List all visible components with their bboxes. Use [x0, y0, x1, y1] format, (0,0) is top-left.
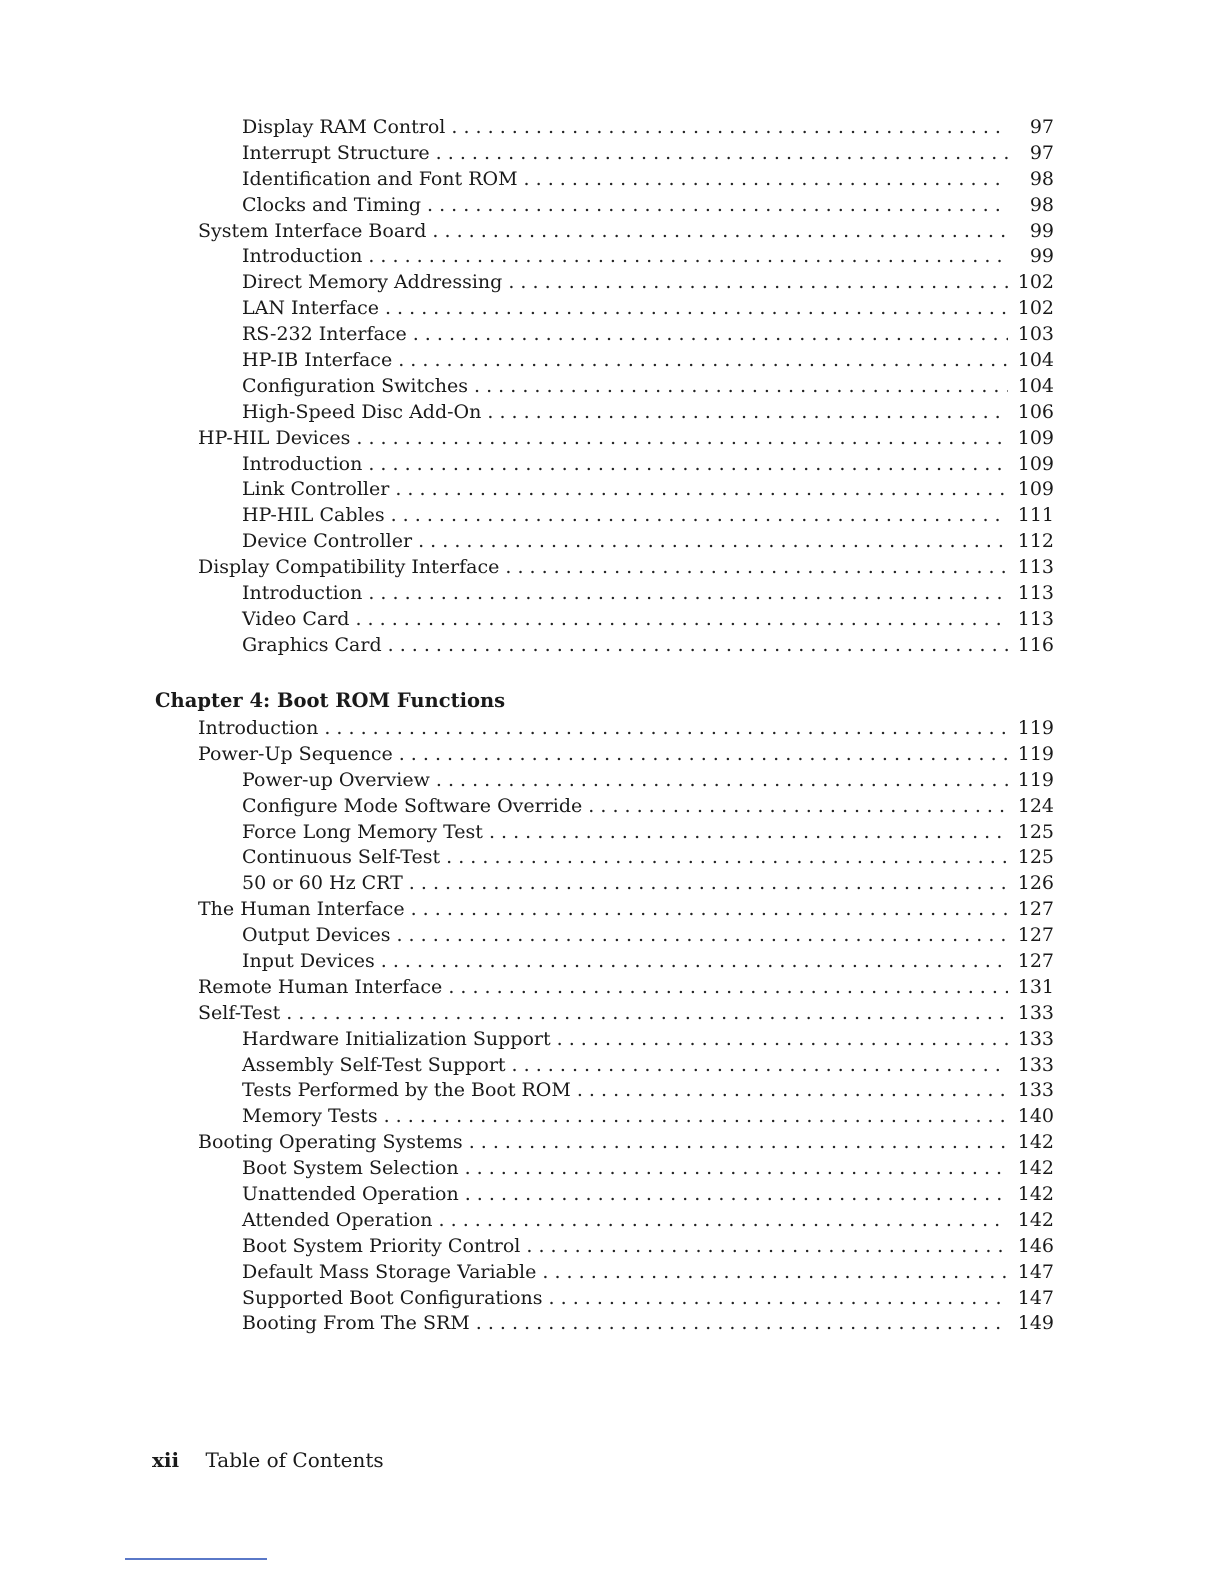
toc-entry-page: 146: [1008, 1234, 1054, 1260]
toc-entry-line: [242, 348, 1054, 374]
toc-dot-leader: [469, 1130, 1054, 1156]
toc-entry[interactable]: [242, 374, 1224, 400]
toc-entry-title: Introduction: [242, 452, 368, 478]
toc-entry-title: Introduction: [198, 716, 324, 742]
toc-dot-leader: [508, 270, 1054, 296]
toc-dot-leader: [368, 452, 1054, 478]
toc-entry-title: System Interface Board: [198, 219, 432, 245]
toc-entry-line: [242, 296, 1054, 322]
toc-entry-title: HP-HIL Devices: [198, 426, 356, 452]
toc-dot-leader: [505, 555, 1054, 581]
toc-entry[interactable]: [242, 141, 1224, 167]
toc-entry-page: 140: [1008, 1104, 1054, 1130]
toc-entry-page: 131: [1008, 975, 1054, 1001]
toc-entry[interactable]: [242, 452, 1224, 478]
toc-dot-leader: [524, 167, 1054, 193]
toc-dot-leader: [557, 1027, 1054, 1053]
toc-entry[interactable]: [242, 529, 1224, 555]
toc-entry-title: Direct Memory Addressing: [242, 270, 508, 296]
chapter-4-entries: [0, 716, 1224, 1337]
toc-entry[interactable]: [242, 845, 1224, 871]
toc-entry-page: 126: [1008, 871, 1054, 897]
toc-entry-page: 142: [1008, 1130, 1054, 1156]
toc-entry[interactable]: [242, 1234, 1224, 1260]
toc-entry-line: [242, 167, 1054, 193]
toc-entry-title: Clocks and Timing: [242, 193, 427, 219]
toc-entry[interactable]: [242, 348, 1224, 374]
toc-entry-page: 147: [1008, 1286, 1054, 1312]
toc-entry-page: 109: [1008, 477, 1054, 503]
toc-entry-line: [242, 820, 1054, 846]
toc-entry-page: 99: [1008, 244, 1054, 270]
toc-entry-line: [242, 141, 1054, 167]
toc-entry-title: High-Speed Disc Add-On: [242, 400, 487, 426]
toc-entry-line: [198, 716, 1054, 742]
toc-entry-title: HP-HIL Cables: [242, 503, 391, 529]
toc-entry[interactable]: [242, 1311, 1224, 1337]
toc-entry-title: Tests Performed by the Boot ROM: [242, 1078, 577, 1104]
toc-entry-page: 133: [1008, 1027, 1054, 1053]
toc-dot-leader: [436, 141, 1054, 167]
page-folio: xii: [152, 1448, 180, 1472]
toc-entry-page: 99: [1008, 219, 1054, 245]
toc-entry[interactable]: [242, 581, 1224, 607]
toc-entry[interactable]: [242, 193, 1224, 219]
toc-entry-title: The Human Interface: [198, 897, 411, 923]
toc-entry-title: Configure Mode Software Override: [242, 794, 588, 820]
toc-entry-page: 119: [1008, 768, 1054, 794]
toc-entry[interactable]: [198, 1130, 1224, 1156]
toc-chapter-4-section: [0, 686, 1224, 1337]
toc-entry-page: 102: [1008, 296, 1054, 322]
toc-entry-line: [242, 322, 1054, 348]
toc-entry-title: Attended Operation: [242, 1208, 439, 1234]
toc-entry-line: [198, 555, 1054, 581]
toc-dot-leader: [418, 529, 1054, 555]
footer-label: Table of Contents: [205, 1448, 384, 1472]
toc-entry[interactable]: [198, 716, 1224, 742]
toc-entry-page: 109: [1008, 426, 1054, 452]
toc-dot-leader: [451, 115, 1054, 141]
toc-dot-leader: [384, 1104, 1054, 1130]
toc-entry-title: Display Compatibility Interface: [198, 555, 505, 581]
toc-entry-page: 113: [1008, 581, 1054, 607]
toc-entry-title: LAN Interface: [242, 296, 385, 322]
toc-dot-leader: [355, 607, 1054, 633]
toc-entry-page: 125: [1008, 820, 1054, 846]
toc-entry-title: Power-up Overview: [242, 768, 436, 794]
toc-entry[interactable]: [242, 1078, 1224, 1104]
toc-entry[interactable]: [242, 1260, 1224, 1286]
toc-entry-page: 97: [1008, 115, 1054, 141]
toc-entry-title: Power-Up Sequence: [198, 742, 399, 768]
toc-dot-leader: [439, 1208, 1054, 1234]
toc-entry-page: 97: [1008, 141, 1054, 167]
toc-dot-leader: [476, 1311, 1054, 1337]
toc-entry-title: Device Controller: [242, 529, 418, 555]
toc-entry-title: Output Devices: [242, 923, 396, 949]
toc-entry-title: Input Devices: [242, 949, 381, 975]
toc-entry[interactable]: [242, 167, 1224, 193]
toc-entry-title: Force Long Memory Test: [242, 820, 489, 846]
toc-entry-page: 109: [1008, 452, 1054, 478]
toc-dot-leader: [588, 794, 1054, 820]
toc-entry-title: Continuous Self-Test: [242, 845, 446, 871]
toc-entry-title: 50 or 60 Hz CRT: [242, 871, 409, 897]
toc-entry-title: Display RAM Control: [242, 115, 451, 141]
toc-dot-leader: [388, 633, 1054, 659]
toc-dot-leader: [446, 845, 1054, 871]
toc-entry-line: [242, 794, 1054, 820]
toc-entry[interactable]: [198, 219, 1224, 245]
toc-continued-section: [0, 115, 1224, 659]
toc-entry-line: [242, 1234, 1054, 1260]
toc-entry-title: Booting Operating Systems: [198, 1130, 469, 1156]
toc-dot-leader: [489, 820, 1054, 846]
toc-entry[interactable]: [242, 1182, 1224, 1208]
toc-entry-title: Link Controller: [242, 477, 395, 503]
toc-entry-line: [242, 1260, 1054, 1286]
toc-entry-page: 127: [1008, 949, 1054, 975]
page-footer: [152, 1448, 384, 1472]
toc-entry-line: [198, 975, 1054, 1001]
toc-entry-page: 124: [1008, 794, 1054, 820]
toc-dot-leader: [286, 1001, 1054, 1027]
toc-entry-page: 98: [1008, 193, 1054, 219]
toc-entry-title: RS-232 Interface: [242, 322, 413, 348]
toc-entry-title: Interrupt Structure: [242, 141, 436, 167]
toc-entry-line: [242, 845, 1054, 871]
toc-dot-leader: [465, 1156, 1054, 1182]
toc-entry-title: Identification and Font ROM: [242, 167, 524, 193]
toc-entry[interactable]: [242, 244, 1224, 270]
toc-entry-line: [242, 1027, 1054, 1053]
toc-entry-line: [242, 871, 1054, 897]
toc-entry[interactable]: [242, 949, 1224, 975]
toc-entry-line: [198, 1130, 1054, 1156]
toc-dot-leader: [512, 1053, 1054, 1079]
bottom-rule: [125, 1558, 267, 1560]
toc-entry-title: Booting From The SRM: [242, 1311, 476, 1337]
toc-entry[interactable]: [242, 1027, 1224, 1053]
toc-entry-line: [242, 923, 1054, 949]
toc-dot-leader: [385, 296, 1054, 322]
toc-dot-leader: [474, 374, 1054, 400]
toc-entry-line: [242, 270, 1054, 296]
toc-entry-line: [242, 503, 1054, 529]
toc-entry-line: [242, 193, 1054, 219]
toc-entry-title: HP-IB Interface: [242, 348, 398, 374]
toc-entry-page: 111: [1008, 503, 1054, 529]
toc-dot-leader: [411, 897, 1054, 923]
toc-dot-leader: [395, 477, 1054, 503]
toc-dot-leader: [427, 193, 1054, 219]
toc-dot-leader: [409, 871, 1054, 897]
toc-entry-line: [198, 426, 1054, 452]
toc-entry-title: Configuration Switches: [242, 374, 474, 400]
toc-entry-title: Unattended Operation: [242, 1182, 465, 1208]
toc-entry-page: 149: [1008, 1311, 1054, 1337]
toc-entry-page: 102: [1008, 270, 1054, 296]
toc-entry[interactable]: [198, 555, 1224, 581]
toc-dot-leader: [398, 348, 1054, 374]
toc-dot-leader: [399, 742, 1054, 768]
toc-entry-page: 133: [1008, 1078, 1054, 1104]
toc-entry-line: [242, 477, 1054, 503]
toc-entry-page: 104: [1008, 374, 1054, 400]
toc-entry-page: 133: [1008, 1053, 1054, 1079]
toc-entry[interactable]: [198, 426, 1224, 452]
toc-entry-line: [242, 633, 1054, 659]
toc-entry-line: [242, 768, 1054, 794]
toc-entry-title: Memory Tests: [242, 1104, 384, 1130]
toc-entry-title: Graphics Card: [242, 633, 388, 659]
toc-entry[interactable]: [242, 322, 1224, 348]
toc-entry-page: 119: [1008, 742, 1054, 768]
toc-entry-line: [242, 581, 1054, 607]
toc-entry-line: [242, 1208, 1054, 1234]
toc-dot-leader: [324, 716, 1054, 742]
toc-entry[interactable]: [198, 742, 1224, 768]
toc-entry-title: Boot System Priority Control: [242, 1234, 526, 1260]
toc-entry-title: Remote Human Interface: [198, 975, 448, 1001]
toc-entry-line: [198, 1001, 1054, 1027]
toc-entry-title: Video Card: [242, 607, 355, 633]
toc-entry-line: [242, 1156, 1054, 1182]
toc-entry[interactable]: [242, 768, 1224, 794]
toc-entry-page: 113: [1008, 607, 1054, 633]
toc-entry-line: [242, 374, 1054, 400]
toc-dot-leader: [381, 949, 1054, 975]
toc-entry-line: [198, 219, 1054, 245]
toc-dot-leader: [368, 581, 1054, 607]
toc-entry-line: [242, 529, 1054, 555]
toc-entry-line: [242, 452, 1054, 478]
toc-dot-leader: [448, 975, 1054, 1001]
toc-entry-line: [242, 1104, 1054, 1130]
toc-entry-title: Assembly Self-Test Support: [242, 1053, 512, 1079]
toc-entry-line: [242, 244, 1054, 270]
toc-entry-page: 142: [1008, 1156, 1054, 1182]
toc-entry[interactable]: [242, 1286, 1224, 1312]
toc-entry-page: 98: [1008, 167, 1054, 193]
toc-entry[interactable]: [242, 115, 1224, 141]
toc-entry[interactable]: [198, 1001, 1224, 1027]
toc-entry-title: Boot System Selection: [242, 1156, 465, 1182]
toc-entry-title: Supported Boot Configurations: [242, 1286, 549, 1312]
toc-entry-page: 133: [1008, 1001, 1054, 1027]
toc-entry-line: [242, 607, 1054, 633]
toc-entry[interactable]: [242, 1104, 1224, 1130]
toc-dot-leader: [436, 768, 1054, 794]
toc-entry-line: [242, 1053, 1054, 1079]
toc-entry-title: Introduction: [242, 581, 368, 607]
toc-dot-leader: [487, 400, 1054, 426]
toc-dot-leader: [549, 1286, 1054, 1312]
toc-entry[interactable]: [242, 503, 1224, 529]
toc-entry[interactable]: [242, 820, 1224, 846]
toc-entry-page: 106: [1008, 400, 1054, 426]
toc-entry-line: [242, 1078, 1054, 1104]
toc-entry-page: 127: [1008, 923, 1054, 949]
toc-entry-line: [242, 1182, 1054, 1208]
toc-entry[interactable]: [242, 400, 1224, 426]
toc-entry[interactable]: [242, 296, 1224, 322]
toc-entry[interactable]: [242, 871, 1224, 897]
toc-entry-title: Hardware Initialization Support: [242, 1027, 557, 1053]
toc-entry[interactable]: [242, 1053, 1224, 1079]
toc-entry[interactable]: [242, 633, 1224, 659]
toc-entry-page: 103: [1008, 322, 1054, 348]
toc-entry-line: [198, 742, 1054, 768]
toc-entry-title: Introduction: [242, 244, 368, 270]
toc-entry-line: [242, 400, 1054, 426]
toc-dot-leader: [432, 219, 1054, 245]
toc-entry[interactable]: [242, 607, 1224, 633]
toc-dot-leader: [413, 322, 1054, 348]
toc-entry-page: 112: [1008, 529, 1054, 555]
toc-entry[interactable]: [242, 923, 1224, 949]
toc-dot-leader: [577, 1078, 1054, 1104]
toc-entry-page: 113: [1008, 555, 1054, 581]
toc-dot-leader: [542, 1260, 1054, 1286]
toc-dot-leader: [526, 1234, 1054, 1260]
toc-dot-leader: [356, 426, 1054, 452]
toc-entry-line: [198, 897, 1054, 923]
toc-entry[interactable]: [242, 1156, 1224, 1182]
toc-entry-page: 116: [1008, 633, 1054, 659]
toc-entry-line: [242, 115, 1054, 141]
toc-entry-line: [242, 1311, 1054, 1337]
toc-dot-leader: [465, 1182, 1054, 1208]
toc-entry[interactable]: [242, 477, 1224, 503]
toc-entry[interactable]: [242, 794, 1224, 820]
toc-entry-page: 119: [1008, 716, 1054, 742]
toc-entry[interactable]: [242, 270, 1224, 296]
toc-dot-leader: [368, 244, 1054, 270]
toc-dot-leader: [396, 923, 1054, 949]
toc-entry-page: 147: [1008, 1260, 1054, 1286]
toc-entry[interactable]: [242, 1208, 1224, 1234]
toc-entry-line: [242, 949, 1054, 975]
toc-entry-page: 127: [1008, 897, 1054, 923]
toc-dot-leader: [391, 503, 1054, 529]
toc-entry-line: [242, 1286, 1054, 1312]
toc-entry-title: Default Mass Storage Variable: [242, 1260, 542, 1286]
toc-entry-page: 104: [1008, 348, 1054, 374]
toc-entry-title: Self-Test: [198, 1001, 286, 1027]
chapter-4-heading: Chapter 4: Boot ROM Functions: [155, 689, 506, 712]
toc-entry-page: 142: [1008, 1208, 1054, 1234]
toc-entry[interactable]: [198, 975, 1224, 1001]
toc-entry[interactable]: [198, 897, 1224, 923]
toc-entry-page: 142: [1008, 1182, 1054, 1208]
toc-entry-page: 125: [1008, 845, 1054, 871]
